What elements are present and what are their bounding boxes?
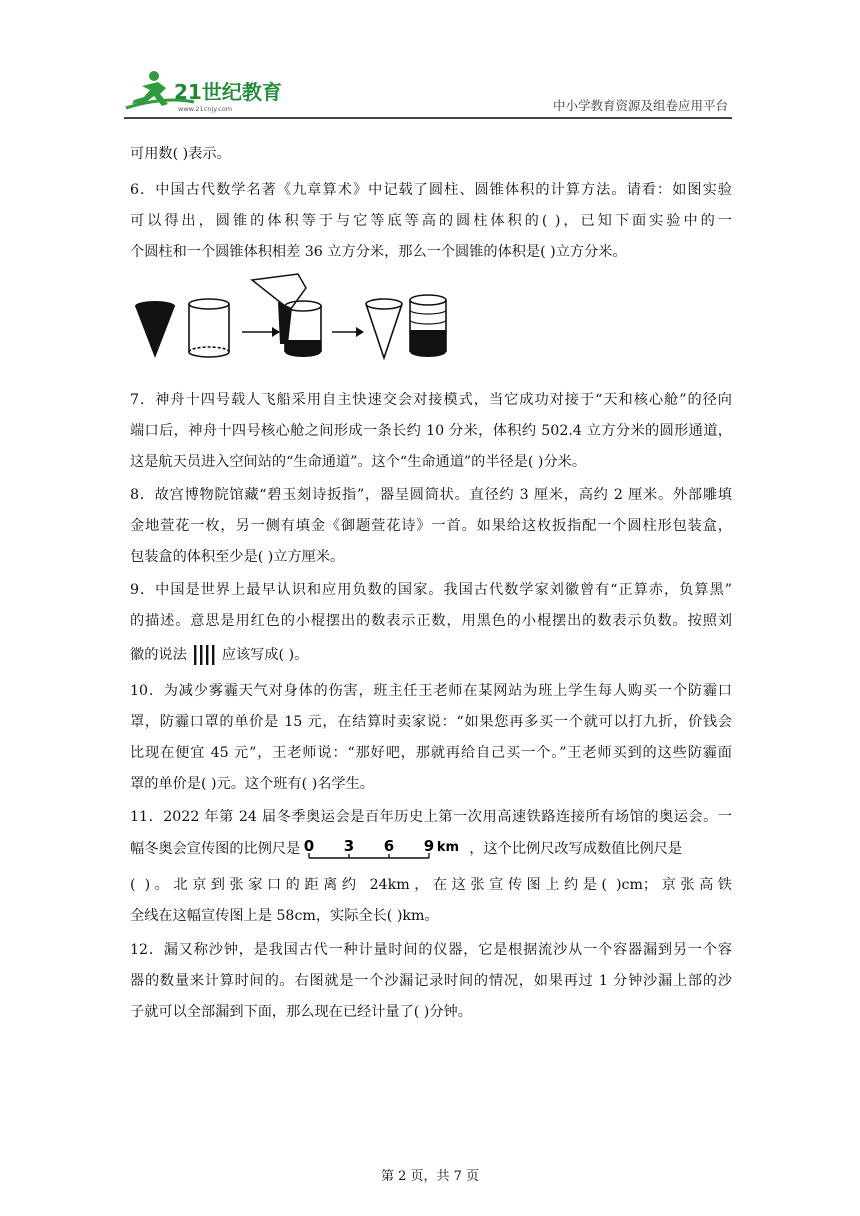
- q11-line-2-end: ，这个比例尺改写成数值比例尺是: [469, 841, 683, 857]
- scale-label-0: 0: [303, 837, 314, 855]
- q11-line-3: ( )。北京到张家口的距离约 24km，在这张宣传图上约是( )cm；京张高铁: [130, 877, 732, 893]
- q8-line-2: 金地萱花一枚，另一侧有填金《御题萱花诗》一首。如果给这枚扳指配一个圆柱形包装盒，: [130, 518, 732, 534]
- q12-line-2: 器的数量来计算时间的。右图就是一个沙漏记录时间的情况，如果再过 1 分钟沙漏上部的沙: [130, 973, 732, 989]
- filled-cone: [135, 301, 175, 358]
- q9-line-1: 9．中国是世界上最早认识和应用负数的国家。我国古代数学家刘徽曾有“正算赤，负算黑”: [130, 582, 732, 598]
- empty-cylinder: [189, 299, 229, 357]
- logo-21cnjy: [124, 66, 294, 114]
- q11-line-4: 全线在这幅宣传图上是 58cm，实际全长( )km。: [130, 908, 439, 924]
- logo-text: 21世纪教育: [174, 80, 282, 104]
- arrow-2: [332, 327, 364, 337]
- filled-cylinder: [410, 295, 446, 357]
- q8-line-1: 8．故宫博物院馆藏“碧玉刻诗扳指”，器呈圆筒状。直径约 3 厘米，高约 2 厘米。外部雕填: [130, 487, 732, 503]
- pouring-cone-into-cylinder: [252, 274, 321, 357]
- q10-line-1: 10．为减少雾霾天气对身体的伤害，班主任王老师在某网站为班上学生每人购买一个防霾口: [130, 683, 732, 699]
- q9-line-3-end: 应该写成( )。: [221, 647, 309, 663]
- q5-tail: 可用数( )表示。: [130, 146, 231, 162]
- q6-line-3: 个圆柱和一个圆锥体积相差 36 立方分米，那么一个圆锥的体积是( )立方分米。: [130, 244, 627, 260]
- q7-line-2: 端口后，神舟十四号核心舱之间形成一条长约 10 分米，体积约 502.4 立方分米的圆形通道，: [130, 423, 732, 439]
- scale-label-unit: km: [436, 840, 459, 855]
- q6-line-1: 6．中国古代数学名著《九章算术》中记载了圆柱、圆锥体积的计算方法。请看：如图实验: [130, 182, 732, 198]
- q11-line-1: 11．2022 年第 24 届冬季奥运会是百年历史上第一次用高速铁路连接所有场馆的奥运会。一: [130, 809, 732, 825]
- line-scale-bar: [305, 836, 465, 862]
- q10-line-2: 罩，防霾口罩的单价是 15 元，在结算时卖家说：“如果您再多买一个就可以打九折，价钱会: [130, 714, 732, 730]
- q9-line-3-start: 徽的说法: [130, 647, 187, 663]
- q8-line-3: 包装盒的体积至少是( )立方厘米。: [130, 549, 345, 565]
- arrow-1: [242, 327, 280, 337]
- logo-url-text: www.21cnjy.com: [178, 105, 233, 113]
- q7-line-3: 这是航天员进入空间站的“生命通道”。这个“生命通道”的半径是( )分米。: [130, 454, 587, 470]
- q7-line-1: 7．神舟十四号载人飞船采用自主快速交会对接模式，当它成功对接于“天和核心舱”的径向: [130, 392, 732, 408]
- page-header: [124, 62, 732, 120]
- q11-line-2: [130, 836, 682, 862]
- q9-line-2: 的描述。意思是用红色的小棍摆出的数表示正数，用黑色的小棍摆出的数表示负数。按照刘: [130, 613, 732, 629]
- q10-line-4: 罩的单价是( )元。这个班有( )名学生。: [130, 776, 374, 792]
- q6-line-2: 可以得出，圆锥的体积等于与它等底等高的圆柱体积的( )，已知下面实验中的一: [130, 213, 732, 229]
- q9-line-3: [130, 644, 308, 666]
- scale-label-3: 3: [343, 837, 354, 855]
- empty-cone: [366, 299, 402, 358]
- header-divider: [124, 117, 732, 119]
- q12-line-3: 子就可以全部漏到下面，那么现在已经计量了( )分钟。: [130, 1004, 472, 1020]
- page-number-footer: 第 2 页，共 7 页: [380, 1169, 480, 1184]
- q11-line-2-start: 幅冬奥会宣传图的比例尺是: [130, 841, 301, 857]
- scale-label-6: 6: [383, 837, 394, 855]
- counting-rods-black: [191, 644, 217, 666]
- scale-label-9: 9: [423, 837, 434, 855]
- platform-name: 中小学教育资源及组卷应用平台: [552, 98, 728, 113]
- q12-line-1: 12．漏又称沙钟，是我国古代一种计量时间的仪器，它是根据流沙从一个容器漏到另一个容: [130, 942, 732, 958]
- cone-cylinder-experiment-figure: [130, 274, 470, 366]
- q10-line-3: 比现在便宜 45 元”，王老师说：“那好吧，那就再给自己买一个。”王老师买到的这些防霾面: [130, 745, 732, 761]
